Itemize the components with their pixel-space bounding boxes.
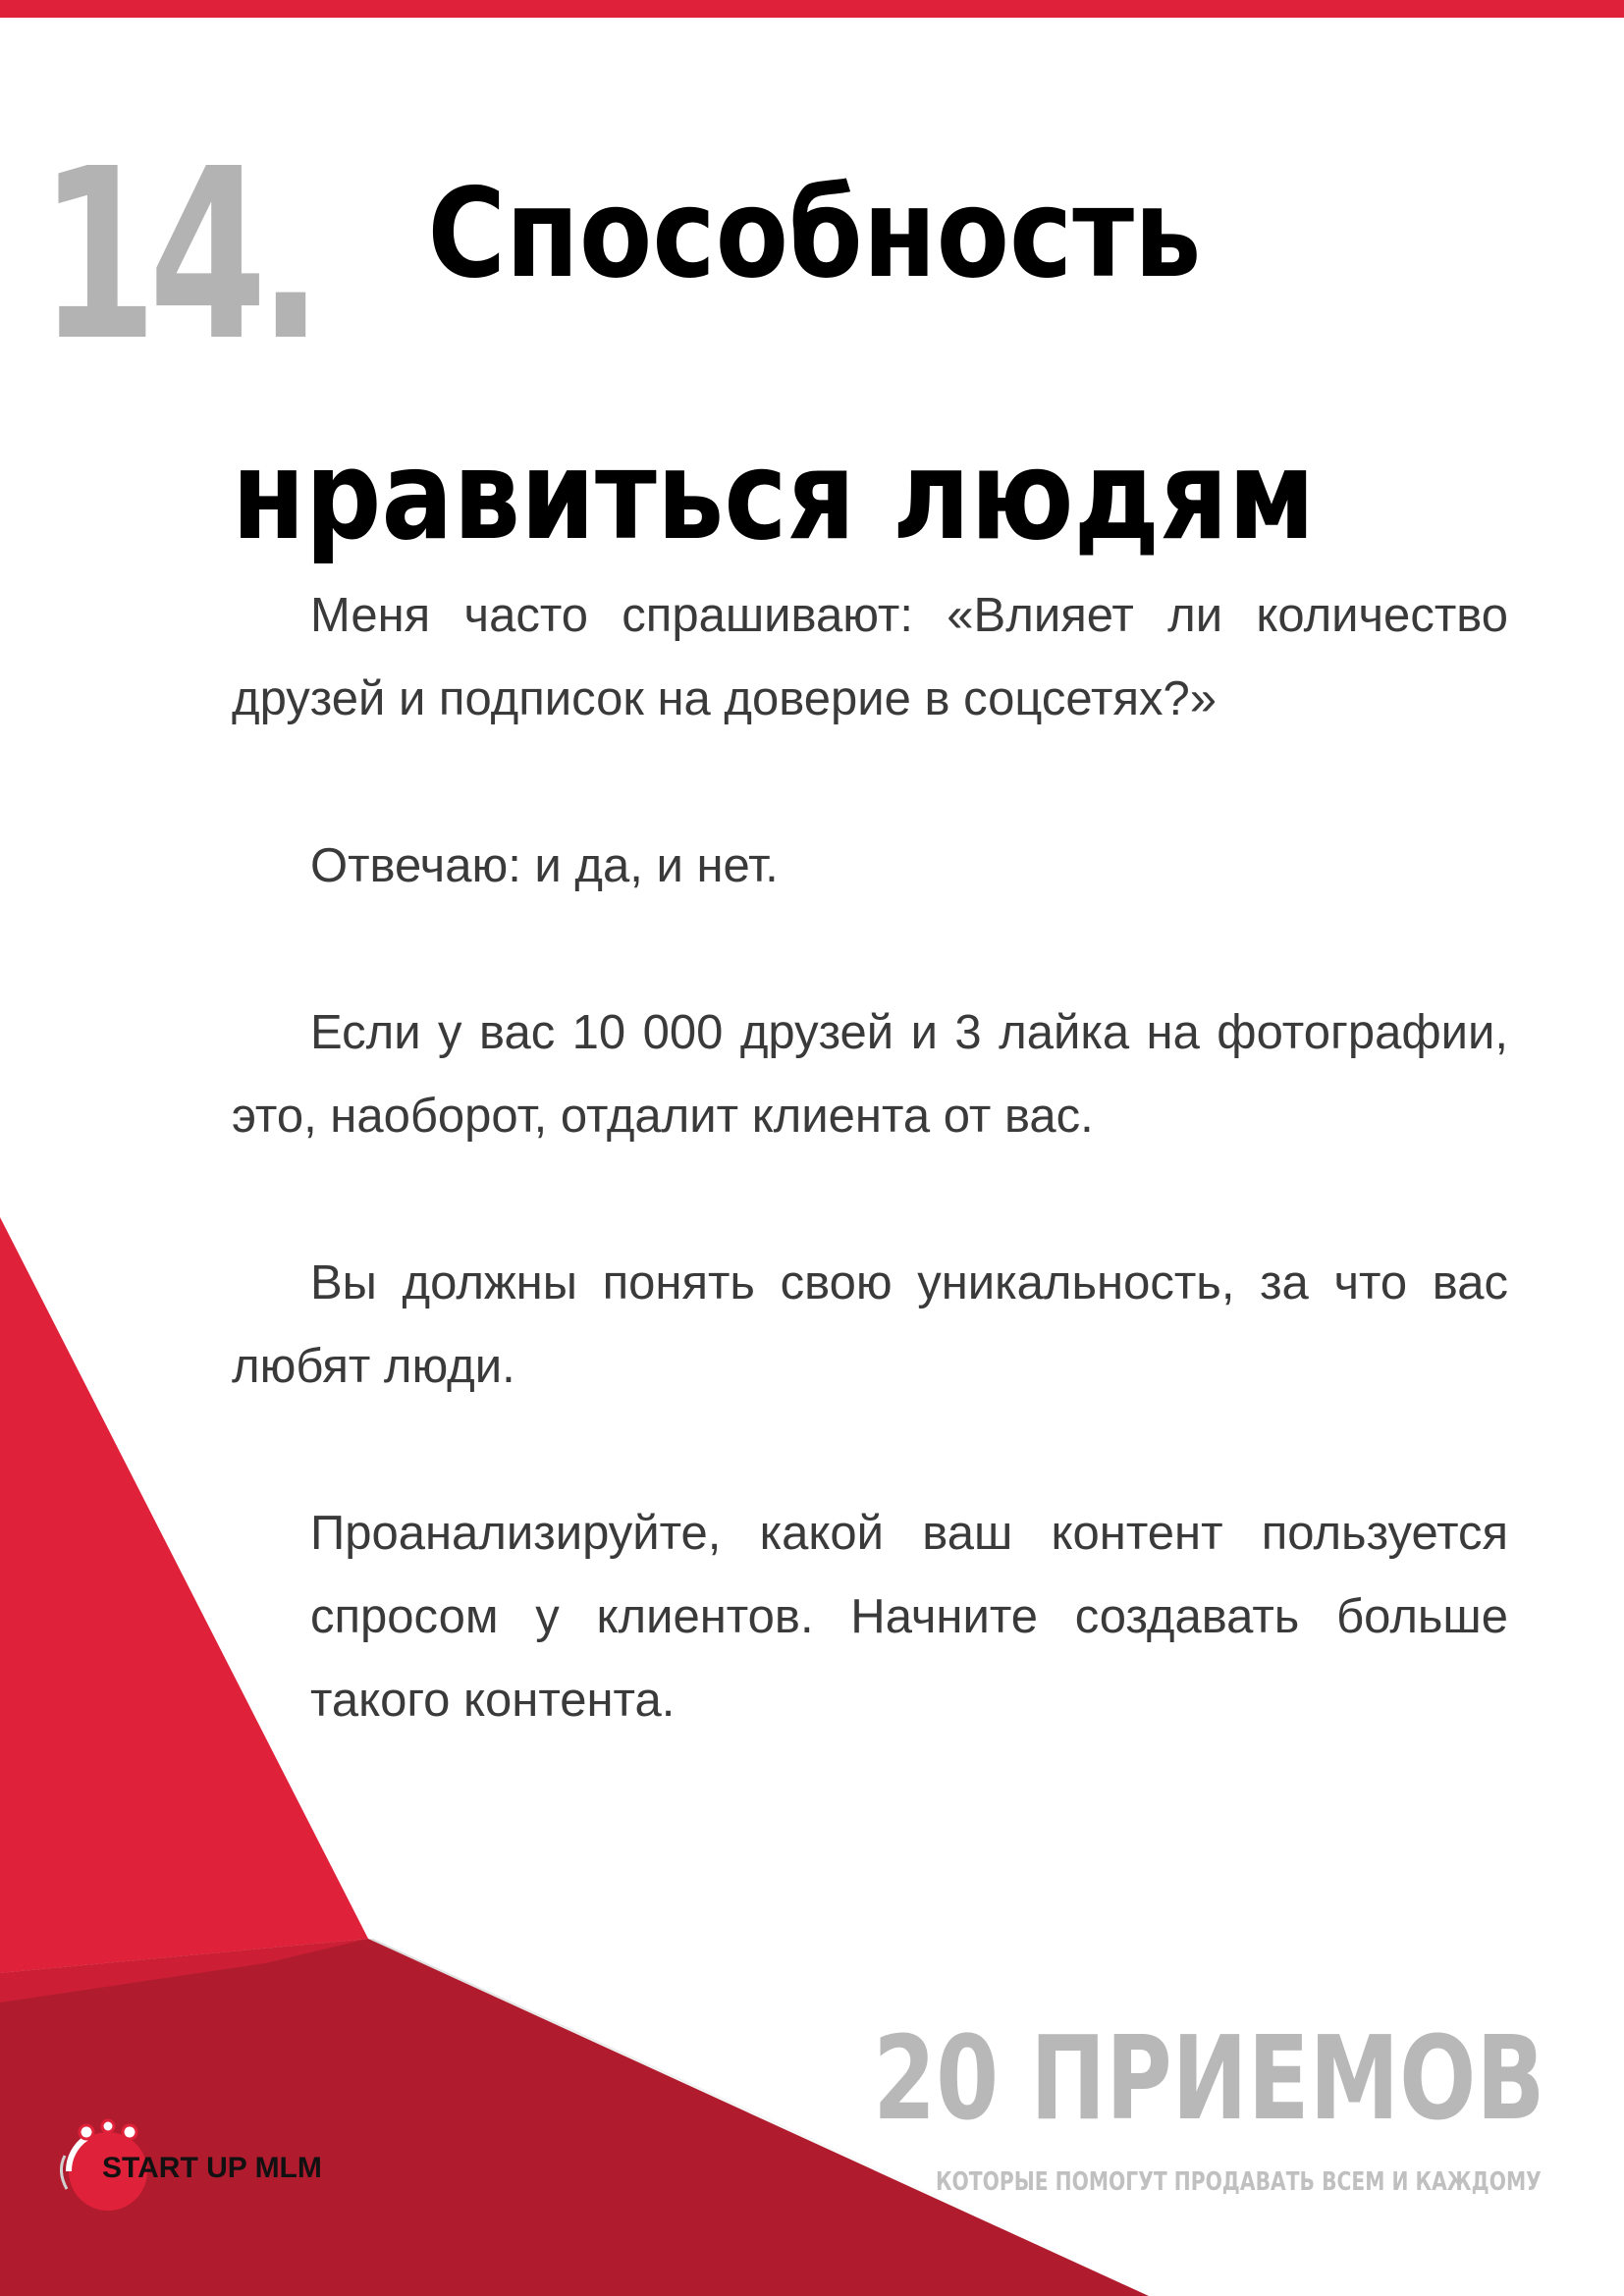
paragraph: Вы должны понять свою уникальность, за что вас любят люди. [232,1256,1508,1393]
brand-subtitle: КОТОРЫЕ ПОМОГУТ ПРОДАВАТЬ ВСЕМ И КАЖДОМУ [936,2167,1542,2197]
body-text [232,574,1508,1826]
paragraph: Отвечаю: и да, и нет. [310,839,779,892]
chapter-number: 14. [39,118,315,393]
brand-title: 20 ПРИЕМОВ [873,2010,1545,2146]
logo-text: START UP MLM [102,2152,322,2184]
paragraph: Если у вас 10 000 друзей и 3 лайка на фотографии, это, наоборот, отдалит клиента от вас. [232,1006,1508,1143]
paragraph: Проанализируйте, какой ваш контент пользуется спросом у клиентов. Начните создавать больше такого контента. [310,1507,1508,1727]
paragraph: Меня часто спрашивают: «Влияет ли количество друзей и подписок на доверие в соцсетях?» [232,589,1508,725]
chapter-title-line-2: нравиться людям [232,423,1316,567]
chapter-title [232,161,1329,599]
chapter-title-line-1: Способность [427,161,1202,305]
startup-mlm-logo [47,2110,342,2218]
